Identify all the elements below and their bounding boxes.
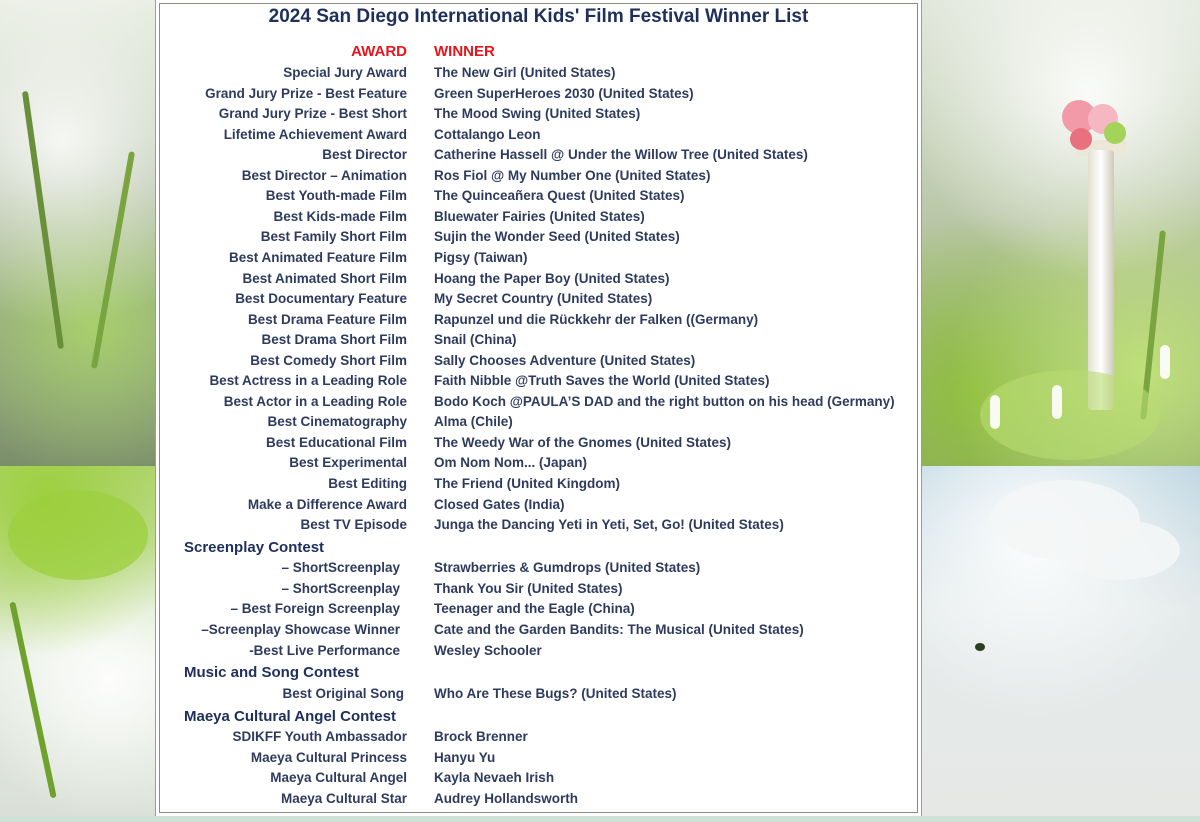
winner-name: Hoang the Paper Boy (United States) [434,270,670,286]
winner-name: Audrey Hollandsworth [434,790,579,806]
winner-name: Snail (China) [434,332,517,348]
table-row [156,125,921,145]
award-name: Best Editing [328,476,407,491]
table-row [156,289,921,309]
winner-name: The Weedy War of the Gnomes (United States) [434,434,732,450]
table-row [156,727,921,747]
award-name: Best Actress in a Leading Role [209,373,407,389]
award-name: Best Youth-made Film [265,188,407,204]
table-row [156,620,921,640]
award-name: Lifetime Achievement Award [223,126,407,142]
award-name: Best Animated Short Film [242,270,407,286]
award-name: Best Cinematography [267,414,407,430]
table-row [156,248,921,268]
winner-name: Brock Brenner [434,729,528,744]
award-name: Best Kids-made Film [273,208,407,224]
winner-name: Sujin the Wonder Seed (United States) [434,229,680,245]
table-row [156,310,921,330]
award-name: – ShortScreenplay [281,580,400,596]
winner-name: Teenager and the Eagle (China) [434,601,635,617]
maeya-section-heading: Maeya Cultural Angel Contest [184,708,396,725]
winner-name: Green SuperHeroes 2030 (United States) [434,85,694,101]
bunny-decoration [1160,345,1170,379]
table-row [156,412,921,432]
winner-name: Closed Gates (India) [434,496,565,512]
winner-name: The Mood Swing (United States) [434,106,641,122]
page-title: 2024 San Diego International Kids' Film Festival Winner List [268,6,809,27]
table-row [156,166,921,186]
table-row [156,748,921,768]
winner-name: My Secret Country (United States) [434,291,653,307]
award-name: Maeya Cultural Princess [250,749,407,765]
table-row [156,269,921,289]
winner-name: Who Are These Bugs? (United States) [434,686,677,701]
award-name: Best Drama Short Film [261,332,407,348]
table-row [156,453,921,473]
winner-name: The New Girl (United States) [434,65,616,80]
table-row [156,371,921,391]
winner-name: Bluewater Fairies (United States) [434,208,645,224]
table-row [156,768,921,788]
award-name: Best Educational Film [265,434,407,450]
table-row [156,186,921,206]
winner-name: Alma (Chile) [434,414,513,430]
table-row [156,641,921,661]
winner-name: Rapunzel und die Rückkehr der Falken ((Germany) [434,311,759,327]
ladybug-decoration [975,643,985,651]
award-name: Best Drama Feature Film [247,311,407,327]
winner-name: Cottalango Leon [434,126,541,142]
award-name: -Best Live Performance [249,642,400,658]
table-row [156,227,921,247]
table-row [156,104,921,124]
winner-name: Wesley Schooler [434,642,542,658]
winner-name: Hanyu Yu [434,749,496,765]
table-row [156,392,921,412]
winner-name: Faith Nibble @Truth Saves the World (United States) [434,373,770,389]
winner-name: Kayla Nevaeh Irish [434,770,555,785]
award-name: Grand Jury Prize - Best Feature [205,85,407,101]
winner-column-header: WINNER [434,43,495,60]
winner-name: Thank You Sir (United States) [434,580,623,596]
table-row [156,495,921,515]
winner-name: Catherine Hassell @ Under the Willow Tree (United States) [434,147,808,163]
table-row [156,474,921,494]
award-name: Best Director – Animation [241,167,407,183]
winner-name: Om Nom Nom... (Japan) [434,455,588,471]
award-name: Best Actor in a Leading Role [223,393,407,409]
award-name: SDIKFF Youth Ambassador [232,729,407,744]
winner-name: The Quinceañera Quest (United States) [434,188,685,204]
flower-decoration [1070,128,1092,150]
bottom-strip [0,816,1200,822]
winner-name: Bodo Koch @PAULA’S DAD and the right button on his head (Germany) [434,393,895,409]
award-name: Best Documentary Feature [235,291,407,307]
table-row [156,63,921,83]
award-name: –Screenplay Showcase Winner [201,622,400,638]
winner-list-panel [155,0,922,816]
winner-name: Cate and the Garden Bandits: The Musical (United States) [434,622,804,638]
table-row [156,84,921,104]
table-row [156,599,921,619]
award-name: Best Animated Feature Film [228,249,407,265]
music-section-heading: Music and Song Contest [184,664,360,681]
bunny-decoration [990,395,1000,429]
award-name: Best Comedy Short Film [250,352,407,368]
award-name: Grand Jury Prize - Best Short [218,106,407,122]
award-name: Special Jury Award [283,65,407,80]
award-column-header: AWARD [351,43,407,60]
table-row [156,579,921,599]
flower-decoration [1104,122,1126,144]
leaf-decoration [980,370,1160,460]
table-row [156,433,921,453]
bunny-decoration [1052,385,1062,419]
table-row [156,207,921,227]
table-row [156,684,921,704]
award-name: Maeya Cultural Star [280,790,407,806]
award-name: Make a Difference Award [247,496,407,512]
award-name: Best TV Episode [300,517,407,533]
cloud-decoration [1060,520,1180,580]
winner-name: Ros Fiol @ My Number One (United States) [434,167,711,183]
winner-name: Junga the Dancing Yeti in Yeti, Set, Go! (United States) [434,517,784,533]
award-name: – ShortScreenplay [281,560,400,575]
award-name: Best Experimental [289,455,407,471]
winner-name: Sally Chooses Adventure (United States) [434,352,696,368]
award-name: Best Family Short Film [260,229,407,245]
table-row [156,515,921,535]
screenplay-section-heading: Screenplay Contest [184,539,325,556]
table-row [156,558,921,578]
table-row [156,789,921,809]
award-name: Maeya Cultural Angel [270,770,407,785]
award-name: Best Original Song [282,686,404,701]
winner-name: Pigsy (Taiwan) [434,249,528,265]
winner-name: Strawberries & Gumdrops (United States) [434,560,701,575]
table-row [156,145,921,165]
table-row [156,351,921,371]
winner-name: The Friend (United Kingdom) [434,476,620,491]
table-header [156,42,921,62]
award-name: Best Director [322,147,407,163]
award-name: – Best Foreign Screenplay [230,601,400,617]
table-row [156,330,921,350]
